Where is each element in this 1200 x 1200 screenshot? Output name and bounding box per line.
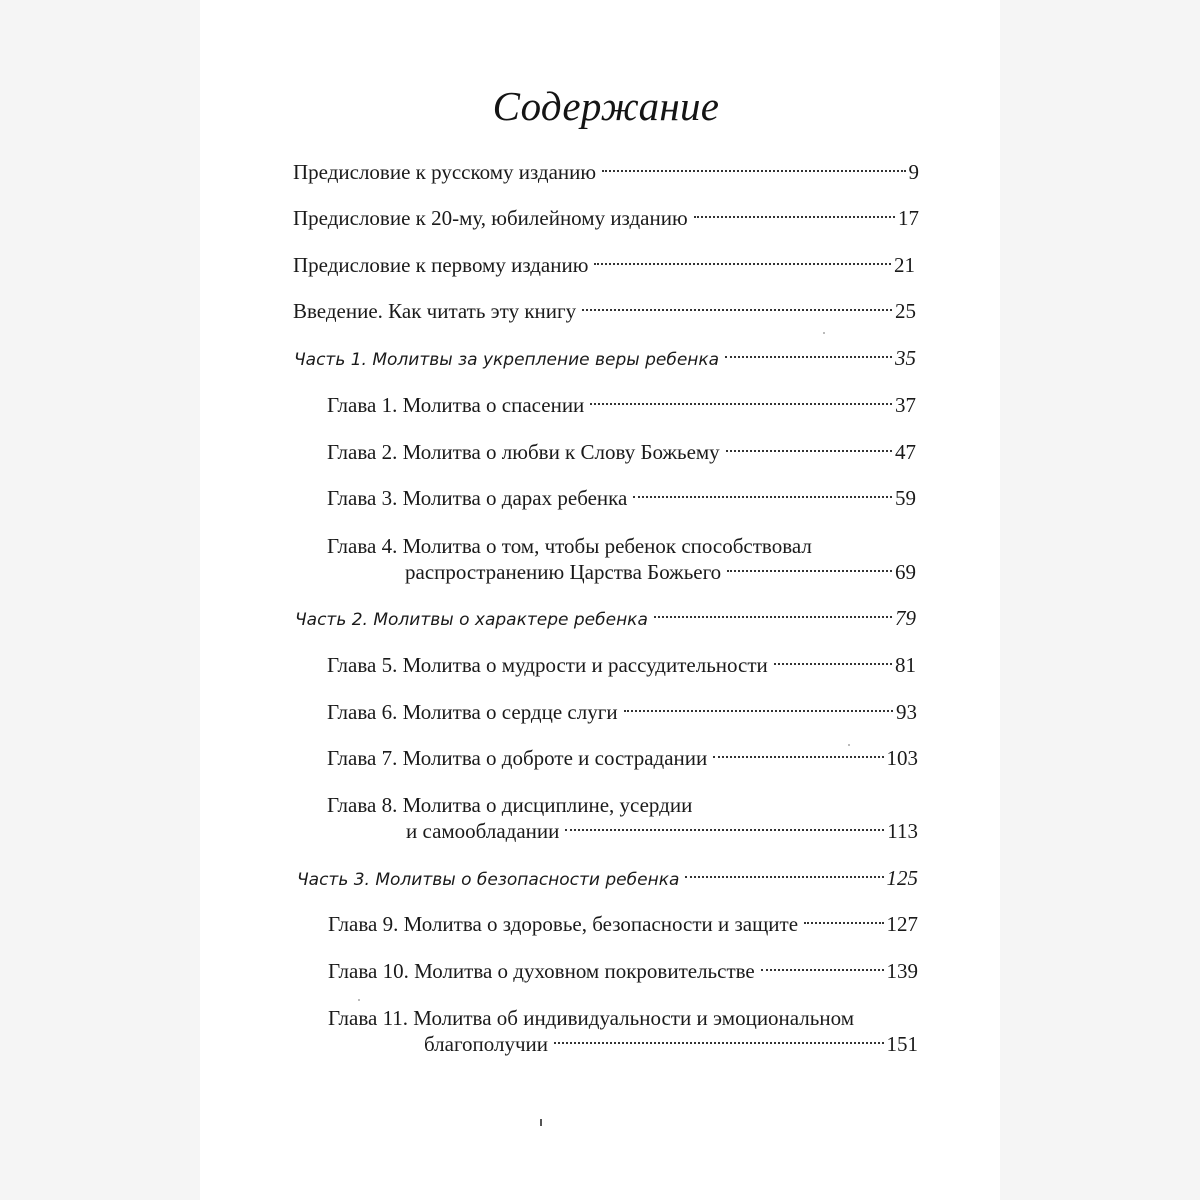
dot-leader: [726, 450, 892, 452]
dot-leader: [761, 969, 884, 971]
book-page: [200, 0, 1000, 1200]
toc-entry-page: 125: [886, 866, 918, 890]
toc-entry-title: Часть 3. Молитвы о безопасности ребенка: [297, 870, 680, 890]
toc-entry-title: Введение. Как читать эту книгу: [293, 299, 577, 323]
toc-entry-page: 25: [895, 299, 916, 323]
toc-entry-title: Глава 4. Молитва о том, чтобы ребенок способствовал: [327, 534, 812, 558]
toc-entry-page: 59: [895, 486, 916, 510]
toc-entry-title: Глава 11. Молитва об индивидуальности и эмоциональном: [328, 1006, 854, 1030]
dot-leader: [554, 1042, 883, 1044]
toc-entry-title: Часть 1. Молитвы за укрепление веры ребенка: [294, 350, 720, 370]
toc-entry-title: Глава 9. Молитва о здоровье, безопасности и защите: [328, 912, 799, 936]
dot-leader: [774, 663, 892, 665]
dot-leader: [594, 263, 891, 265]
page-title: Содержание: [492, 83, 720, 129]
dot-leader: [727, 570, 892, 572]
toc-entry-title: Глава 6. Молитва о сердце слуги: [327, 700, 618, 724]
toc-entry-page: 79: [895, 606, 916, 630]
toc-entry-page: 139: [886, 959, 918, 983]
toc-entry-page: 69: [895, 560, 916, 584]
dot-leader: [725, 356, 892, 358]
toc-entry-title: Глава 1. Молитва о спасении: [327, 393, 585, 417]
toc-entry-title: Предисловие к первому изданию: [293, 253, 589, 277]
toc-entry-title: Глава 8. Молитва о дисциплине, усердии: [327, 793, 693, 817]
toc-entry-title-continuation: благополучии: [424, 1032, 549, 1056]
toc-entry-page: 35: [895, 346, 916, 370]
toc-entry-title: Глава 7. Молитва о доброте и сострадании: [327, 746, 708, 770]
toc-entry-title: Предисловие к русскому изданию: [293, 160, 597, 184]
dot-leader: [713, 756, 883, 758]
toc-entry-title: Глава 2. Молитва о любви к Слову Божьему: [327, 440, 720, 464]
dot-leader: [654, 616, 892, 618]
toc-entry-page: 37: [895, 393, 916, 417]
toc-entry-title-continuation: распространению Царства Божьего: [405, 560, 722, 584]
dot-leader: [582, 309, 892, 311]
dot-leader: [565, 829, 884, 831]
toc-list: [200, 0, 1000, 1200]
toc-entry-page: 103: [886, 746, 918, 770]
toc-entry-title: Глава 5. Молитва о мудрости и рассудительности: [327, 653, 768, 677]
toc-entry-page: 9: [908, 160, 919, 184]
dot-leader: [685, 876, 883, 878]
dot-leader: [804, 922, 883, 924]
dot-leader: [694, 216, 895, 218]
dot-leader: [590, 403, 892, 405]
dot-leader: [624, 710, 893, 712]
toc-entry-page: 151: [886, 1032, 918, 1056]
toc-entry-title: Предисловие к 20-му, юбилейному изданию: [293, 206, 688, 230]
toc-entry-page: 47: [895, 440, 916, 464]
toc-entry-title: Глава 3. Молитва о дарах ребенка: [327, 486, 628, 510]
toc-entry-title: Часть 2. Молитвы о характере ребенка: [295, 610, 648, 630]
toc-entry-page: 21: [894, 253, 915, 277]
toc-entry-page: 113: [887, 819, 918, 843]
toc-entry-title-continuation: и самообладании: [406, 819, 560, 843]
toc-entry-page: 127: [886, 912, 918, 936]
toc-entry-page: 81: [895, 653, 916, 677]
toc-entry-page: 93: [896, 700, 917, 724]
dot-leader: [633, 496, 892, 498]
toc-entry-page: 17: [898, 206, 919, 230]
dot-leader: [602, 170, 905, 172]
toc-entry-title: Глава 10. Молитва о духовном покровительстве: [328, 959, 755, 983]
